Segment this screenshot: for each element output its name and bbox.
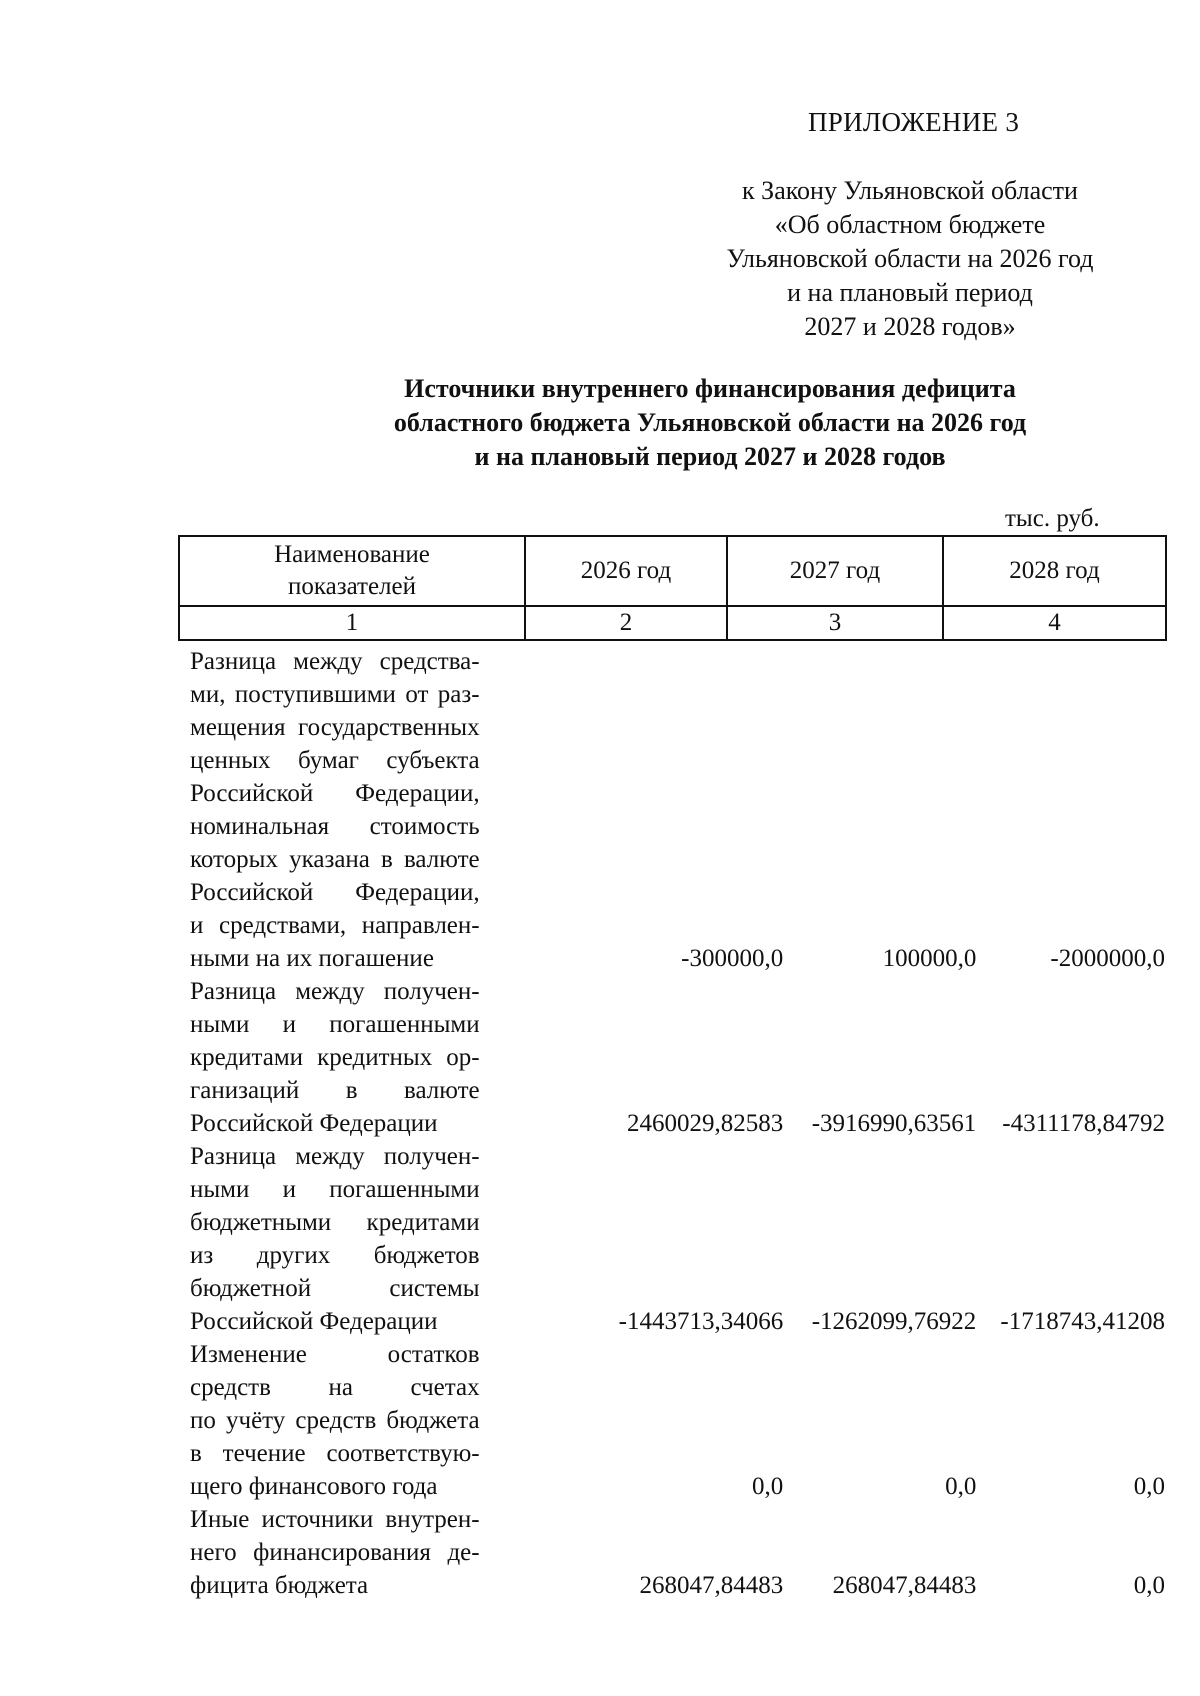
law-reference-line: «Об областном бюджете [774, 210, 1046, 239]
table-body [190, 645, 1165, 1602]
row-label-line: Разница между получен- [190, 1143, 480, 1170]
row-label-line: ными и погашенными [190, 1176, 480, 1203]
row-label-line: Изменение остатков [190, 1341, 480, 1368]
column-number: 3 [727, 606, 943, 640]
law-reference-line: к Закону Ульяновской области [742, 176, 1078, 205]
table-row [190, 975, 1165, 1140]
value-2027: -3916990,63561 [811, 1110, 977, 1137]
law-reference-line: и на плановый период [787, 278, 1033, 307]
heading-line: областного бюджета Ульяновской области на 2026 год [393, 408, 1027, 437]
row-label-line: него финансирования де- [190, 1539, 480, 1566]
row-label-line: Разница между средства- [190, 648, 480, 675]
table-row [190, 1140, 1165, 1338]
row-label-line: бюджетными кредитами [190, 1209, 480, 1236]
header-cell-2026: 2026 год [525, 536, 727, 606]
column-number-row [179, 606, 1166, 640]
row-label-line: щего финансового года [190, 1473, 438, 1500]
row-label-line: ценных бумаг субъекта [190, 747, 480, 774]
row-label-line: фицита бюджета [190, 1572, 369, 1599]
header-row [179, 536, 1166, 606]
row-label-line: из других бюджетов [190, 1242, 480, 1269]
header-cell-name [179, 536, 525, 606]
row-label-line: номинальная стоимость [190, 813, 480, 840]
value-2028: -4311178,84792 [1002, 1110, 1165, 1137]
row-label-line: средств на счетах [190, 1374, 480, 1401]
heading-line: и на плановый период 2027 и 2028 годов [474, 442, 946, 471]
row-label-line: Российской Федерации, [190, 879, 480, 906]
table-row [190, 1503, 1165, 1602]
row-label-line: ными и погашенными [190, 1011, 480, 1038]
column-number: 4 [943, 606, 1166, 640]
value-2028: 0,0 [1133, 1572, 1165, 1599]
document-heading [260, 372, 1160, 474]
appendix-title: ПРИЛОЖЕНИЕ 3 [808, 107, 1020, 137]
row-label [190, 1140, 480, 1338]
row-label-line: ганизаций в валюте [190, 1077, 480, 1104]
value-2027: 268047,84483 [832, 1572, 977, 1599]
row-label-line: кредитами кредитных ор- [190, 1044, 480, 1071]
header-cell-2028: 2028 год [943, 536, 1166, 606]
units-label: тыс. руб. [1005, 505, 1100, 532]
row-label-line: по учёту средств бюджета [190, 1407, 480, 1434]
table-row [190, 645, 1165, 975]
row-label-line: мещения государственных [190, 714, 480, 741]
row-label-line: Разница между получен- [190, 978, 480, 1005]
value-2027: 0,0 [945, 1473, 977, 1500]
value-2026: 0,0 [752, 1473, 784, 1500]
row-label [190, 1338, 480, 1503]
value-2028: -2000000,0 [1050, 945, 1165, 972]
row-label [190, 645, 480, 975]
value-2028: -1718743,41208 [1000, 1308, 1165, 1335]
value-2027: -1262099,76922 [811, 1308, 977, 1335]
header-name-line: Наименование [274, 541, 430, 568]
value-2028: 0,0 [1133, 1473, 1165, 1500]
value-2027: 100000,0 [882, 945, 977, 972]
row-label-line: и средствами, направлен- [190, 912, 480, 939]
law-reference-line: 2027 и 2028 годов» [804, 312, 1016, 341]
law-reference-line: Ульяновской области на 2026 год [726, 244, 1094, 273]
value-2026: -300000,0 [681, 945, 784, 972]
row-label-line: которых указана в валюте [190, 846, 480, 873]
row-label-line: Российской Федерации [190, 1110, 438, 1137]
heading-line: Источники внутреннего финансирования дефицита [404, 374, 1016, 403]
row-label-line: ми, поступившими от раз- [190, 681, 480, 708]
header-cell-2027: 2027 год [727, 536, 943, 606]
table-row [190, 1338, 1165, 1503]
value-2026: 268047,84483 [639, 1572, 784, 1599]
row-label-line: бюджетной системы [190, 1275, 480, 1302]
row-label [190, 975, 480, 1140]
header-name-line: показателей [287, 573, 417, 600]
row-label-line: в течение соответствую- [190, 1440, 480, 1467]
row-label-line: Иные источники внутрен- [190, 1506, 480, 1533]
column-number: 1 [179, 606, 525, 640]
value-2026: 2460029,82583 [627, 1110, 784, 1137]
row-label-line: ными на их погашение [190, 945, 434, 972]
row-label [190, 1503, 480, 1602]
law-reference [700, 174, 1120, 344]
value-2026: -1443713,34066 [618, 1308, 784, 1335]
row-label-line: Российской Федерации [190, 1308, 438, 1335]
table-header [178, 535, 1167, 641]
column-number: 2 [525, 606, 727, 640]
row-label-line: Российской Федерации, [190, 780, 480, 807]
